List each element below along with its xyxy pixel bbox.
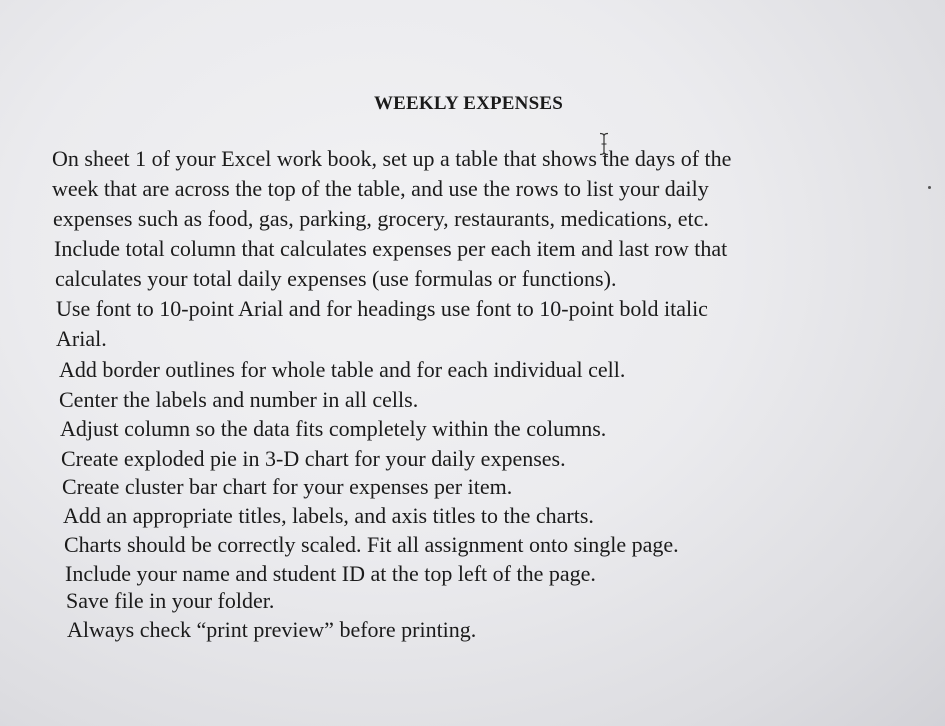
instruction-line-5: calculates your total daily expenses (use formulas or functions). (55, 266, 617, 291)
instruction-line-8: Add border outlines for whole table and for each individual cell. (59, 357, 626, 382)
instruction-line-1: On sheet 1 of your Excel work book, set up a table that shows the days of the (52, 146, 732, 171)
instruction-line-3: expenses such as food, gas, parking, grocery, restaurants, medications, etc. (53, 206, 709, 231)
instruction-line-7: Arial. (56, 326, 107, 351)
instruction-line-13: Add an appropriate titles, labels, and axis titles to the charts. (63, 503, 594, 528)
instruction-line-2: week that are across the top of the table, and use the rows to list your daily (52, 176, 709, 201)
instruction-line-15: Include your name and student ID at the top left of the page. (65, 561, 596, 586)
screen-speck (928, 186, 931, 189)
document-title: WEEKLY EXPENSES (373, 93, 564, 114)
instruction-line-4: Include total column that calculates expenses per each item and last row that (54, 236, 728, 261)
instruction-line-10: Adjust column so the data fits completely within the columns. (60, 416, 607, 441)
instruction-line-9: Center the labels and number in all cells. (59, 387, 419, 412)
instruction-line-17: Always check “print preview” before printing. (67, 617, 477, 642)
instruction-line-6: Use font to 10-point Arial and for headings use font to 10-point bold italic (56, 296, 708, 321)
instruction-line-12: Create cluster bar chart for your expenses per item. (62, 474, 513, 499)
instruction-line-16: Save file in your folder. (66, 588, 275, 613)
instruction-line-14: Charts should be correctly scaled. Fit all assignment onto single page. (64, 532, 679, 557)
instruction-line-11: Create exploded pie in 3-D chart for your daily expenses. (61, 446, 566, 471)
i-beam-cursor-icon (597, 132, 611, 156)
